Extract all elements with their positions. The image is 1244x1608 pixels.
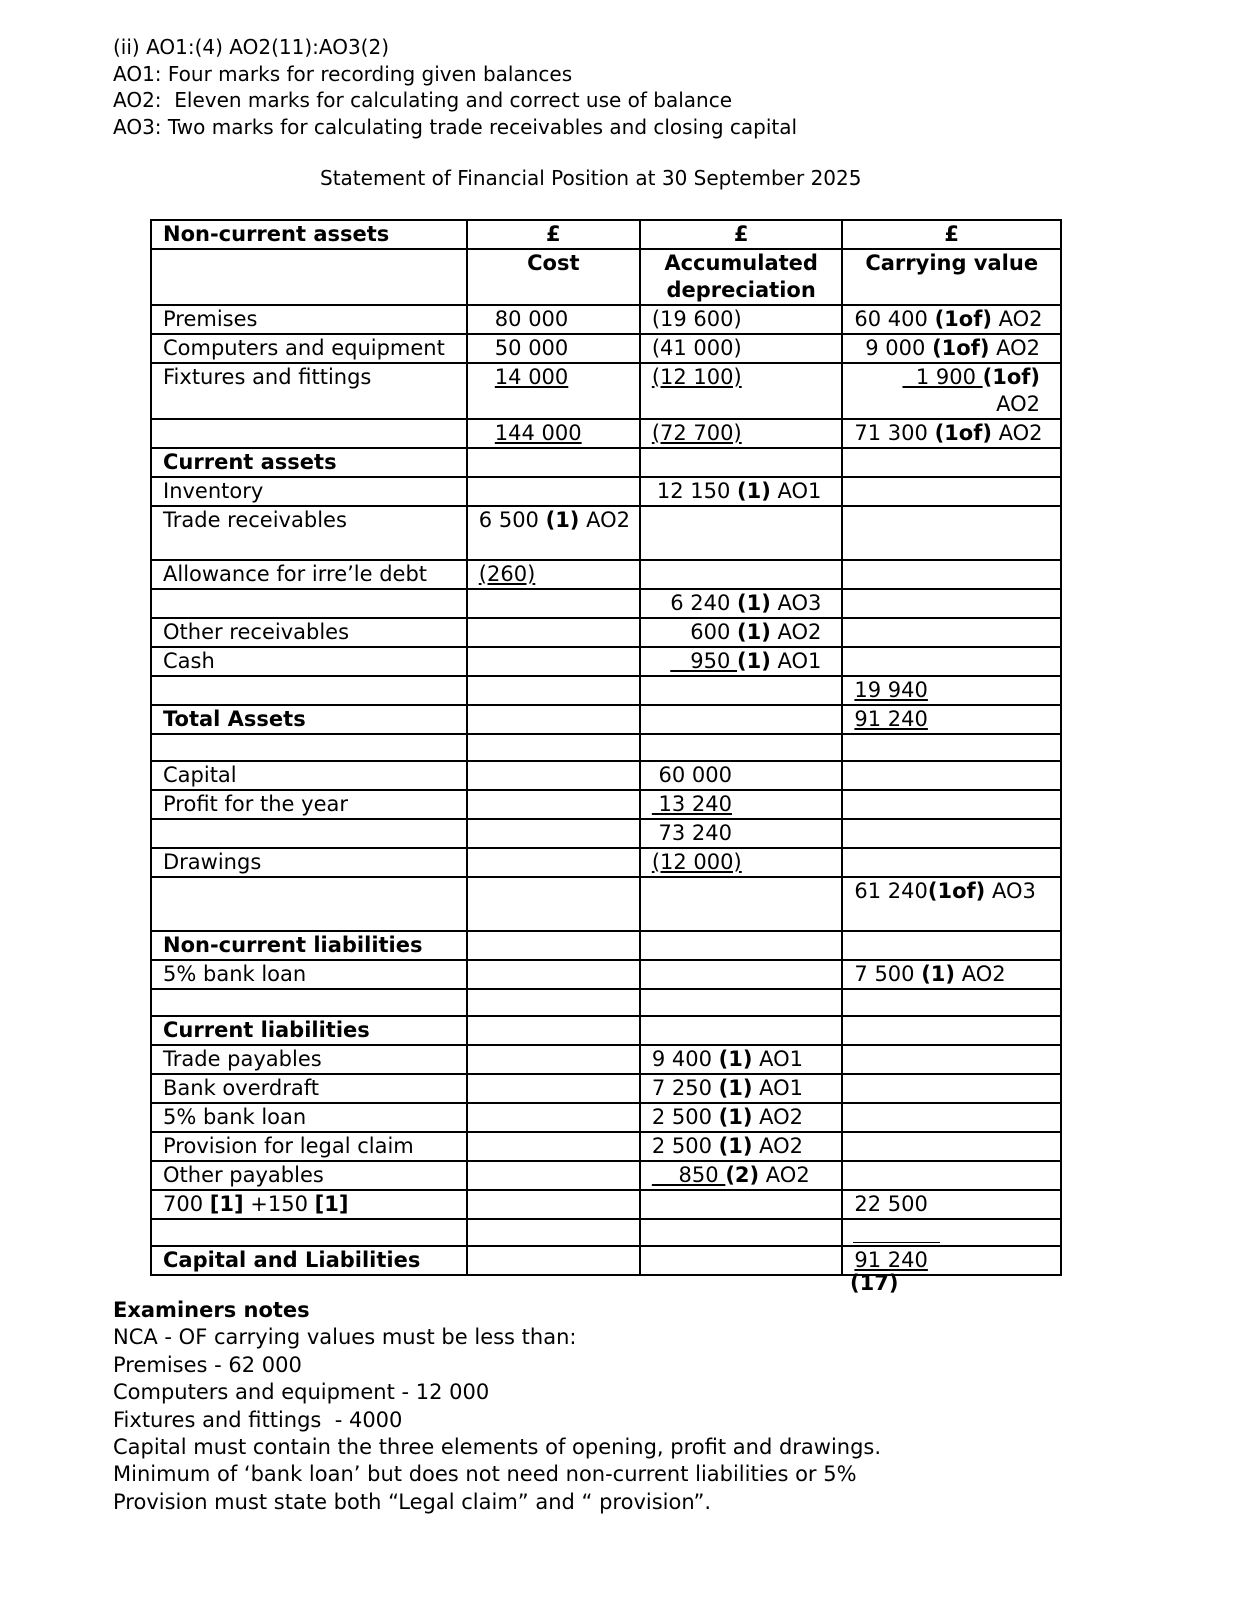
table-cell	[467, 790, 640, 819]
table-cell	[467, 363, 640, 419]
cell-text: Trade payables	[163, 1047, 322, 1071]
table-cell	[467, 1103, 640, 1132]
mark-award: Current liabilities	[163, 1018, 370, 1042]
table-cell	[467, 989, 640, 1016]
header-line: AO3: Two marks for calculating trade receivables and closing capital	[113, 114, 798, 139]
table-cell	[842, 705, 1061, 734]
header-line: AO2: Eleven marks for calculating and correct use of balance	[113, 88, 733, 112]
note-line: Capital must contain the three elements of opening, profit and drawings.	[113, 1435, 882, 1460]
cell-text: AO3	[985, 879, 1036, 903]
table-cell	[467, 560, 640, 589]
cell-text: 13 240	[651, 792, 732, 816]
table-cell	[467, 618, 640, 647]
table-cell	[842, 506, 1061, 560]
table-row	[151, 334, 1061, 363]
table-cell	[842, 1045, 1061, 1074]
table-cell	[640, 960, 843, 989]
cell-text: 7 500	[854, 962, 922, 986]
table-cell	[640, 1045, 843, 1074]
table-cell	[467, 877, 640, 931]
table-cell	[640, 506, 843, 560]
mark-award: (1)	[545, 508, 580, 532]
mark-award: (1)	[737, 620, 771, 644]
table-cell	[151, 589, 467, 618]
cell-text: 1 900	[902, 365, 983, 389]
table-cell	[151, 705, 467, 734]
table-cell	[842, 989, 1061, 1016]
cell-text: AO1	[770, 479, 822, 503]
financial-position-table	[150, 219, 1062, 1276]
cell-text: AO2	[752, 1134, 804, 1158]
table-cell	[467, 734, 640, 761]
table-cell	[640, 1132, 843, 1161]
mark-award: £	[546, 222, 561, 246]
table-cell	[467, 1074, 640, 1103]
cell-text: Trade receivables	[163, 508, 347, 532]
table-row	[151, 419, 1061, 448]
cell-text: 71 300	[854, 421, 935, 445]
table-cell	[467, 1161, 640, 1190]
cell-text: 9 400	[651, 1047, 719, 1071]
table-cell	[467, 1045, 640, 1074]
note-line: Minimum of ‘bank loan’ but does not need non-current liabilities or 5%	[113, 1462, 857, 1487]
mark-award: (1)	[718, 1047, 753, 1071]
table-cell	[151, 419, 467, 448]
table-cell	[151, 220, 467, 249]
cell-text: 61 240	[854, 879, 928, 903]
table-cell	[151, 1074, 467, 1103]
table-cell	[151, 848, 467, 877]
cell-text: 60 000	[651, 763, 732, 787]
mark-award: Accumulated depreciation	[664, 251, 818, 302]
table-cell	[842, 676, 1061, 705]
table-row	[151, 819, 1061, 848]
table-cell	[151, 647, 467, 676]
table-row	[151, 960, 1061, 989]
cell-text: 22 500	[854, 1192, 928, 1216]
note-line: Computers and equipment - 12 000	[113, 1380, 490, 1405]
cell-text: 80 000	[494, 307, 569, 331]
mark-award: Cost	[527, 251, 580, 275]
mark-award: (1of)	[932, 336, 990, 360]
table-row	[151, 1246, 1061, 1275]
table-row	[151, 877, 1061, 931]
table-row	[151, 1161, 1061, 1190]
table-cell	[151, 734, 467, 761]
table-cell	[842, 1219, 1061, 1246]
note-line: Premises - 62 000	[113, 1352, 302, 1377]
cell-text: AO2	[991, 421, 1043, 445]
mark-award: (1of)	[934, 307, 992, 331]
table-cell	[842, 647, 1061, 676]
table-row	[151, 560, 1061, 589]
table-row	[151, 1045, 1061, 1074]
table-cell	[640, 1190, 843, 1219]
table-cell	[640, 305, 843, 334]
cell-text: (12 100)	[651, 365, 742, 389]
table-cell	[151, 560, 467, 589]
total-marks: (17)	[850, 1271, 899, 1295]
cell-text: Provision for legal claim	[163, 1134, 414, 1158]
table-cell	[467, 647, 640, 676]
cell-text: 2 500	[651, 1134, 719, 1158]
table-cell	[640, 676, 843, 705]
table-row	[151, 1219, 1061, 1246]
table-cell	[842, 220, 1061, 249]
table-row	[151, 989, 1061, 1016]
table-cell	[842, 734, 1061, 761]
table-cell	[640, 249, 843, 305]
cell-text: AO2	[752, 1105, 804, 1129]
table-cell	[842, 1016, 1061, 1045]
mark-award: [1]	[314, 1192, 349, 1216]
table-cell	[467, 249, 640, 305]
cell-text: 5% bank loan	[163, 962, 307, 986]
table-row	[151, 931, 1061, 960]
cell-text: Inventory	[163, 479, 264, 503]
mark-award: Carrying value	[865, 251, 1039, 275]
table-cell	[467, 960, 640, 989]
table-cell	[467, 1132, 640, 1161]
table-cell	[151, 989, 467, 1016]
mark-award: (1)	[737, 649, 771, 673]
table-cell	[467, 676, 640, 705]
cell-text: AO2	[989, 336, 1040, 360]
header-line: AO1: Four marks for recording given balances	[113, 61, 573, 86]
cell-text: Cash	[163, 649, 215, 673]
table-row	[151, 220, 1061, 249]
table-cell	[640, 848, 843, 877]
cell-text: AO1	[770, 649, 822, 673]
table-row	[151, 790, 1061, 819]
mark-award: (1of)	[934, 421, 992, 445]
table-cell	[467, 334, 640, 363]
table-cell	[842, 1161, 1061, 1190]
table-cell	[151, 1103, 467, 1132]
table-cell	[640, 1016, 843, 1045]
table-cell	[151, 790, 467, 819]
cell-text: (19 600)	[651, 307, 742, 331]
table-cell	[842, 305, 1061, 334]
cell-text: 50 000	[494, 336, 569, 360]
table-row	[151, 305, 1061, 334]
table-cell	[842, 877, 1061, 931]
table-cell	[467, 477, 640, 506]
table-cell	[842, 761, 1061, 790]
table-cell	[151, 1045, 467, 1074]
table-cell	[842, 790, 1061, 819]
mark-award: (1)	[718, 1105, 753, 1129]
table-cell	[842, 1132, 1061, 1161]
cell-text: 6 240	[670, 591, 738, 615]
cell-text: 850	[651, 1163, 726, 1187]
table-cell	[151, 1132, 467, 1161]
cell-text: +150	[243, 1192, 315, 1216]
mark-award: (1)	[737, 591, 771, 615]
table-cell	[467, 305, 640, 334]
cell-text: Allowance for irre’le debt	[163, 562, 428, 586]
marking-scheme-header	[113, 34, 797, 140]
cell-text: 12 150	[656, 479, 738, 503]
table-cell	[842, 589, 1061, 618]
table-cell	[842, 419, 1061, 448]
mark-award: (1)	[921, 962, 956, 986]
table-cell	[640, 734, 843, 761]
table-cell	[640, 448, 843, 477]
table-cell	[842, 848, 1061, 877]
cell-text: (260)	[478, 562, 536, 586]
cell-text: Bank overdraft	[163, 1076, 319, 1100]
mark-award: (1of)	[927, 879, 986, 903]
cell-text: 14 000	[494, 365, 569, 389]
table-cell	[842, 931, 1061, 960]
table-row	[151, 477, 1061, 506]
table-cell	[640, 363, 843, 419]
table-cell	[151, 877, 467, 931]
cell-text: 7 250	[651, 1076, 719, 1100]
table-cell	[151, 334, 467, 363]
cell-text: AO2	[759, 1163, 810, 1187]
table-cell	[842, 819, 1061, 848]
header-line: (ii) AO1:(4) AO2(11):AO3(2)	[113, 35, 390, 59]
table-row	[151, 363, 1061, 419]
cell-text: AO2	[770, 620, 822, 644]
table-cell	[467, 1016, 640, 1045]
notes-heading: Examiners notes	[113, 1298, 310, 1322]
table-row	[151, 589, 1061, 618]
table-cell	[467, 220, 640, 249]
mark-award: Non-current liabilities	[163, 933, 423, 957]
mark-award: £	[733, 222, 749, 246]
table-cell	[467, 848, 640, 877]
table-cell	[467, 419, 640, 448]
table-cell	[640, 790, 843, 819]
mark-award: (2)	[725, 1163, 760, 1187]
table-row	[151, 705, 1061, 734]
table-row	[151, 1132, 1061, 1161]
mark-award: Total Assets	[163, 707, 306, 731]
cell-text: 600	[690, 620, 738, 644]
table-cell	[467, 1190, 640, 1219]
cell-text: 9 000	[865, 336, 933, 360]
cell-text: (41 000)	[651, 336, 742, 360]
table-cell	[151, 506, 467, 560]
table-cell	[640, 931, 843, 960]
mark-award: Current assets	[163, 450, 337, 474]
table-cell	[842, 334, 1061, 363]
table-cell	[151, 761, 467, 790]
table-cell	[842, 618, 1061, 647]
table-cell	[640, 705, 843, 734]
table-cell	[467, 589, 640, 618]
table-cell	[151, 1246, 467, 1275]
table-cell	[151, 960, 467, 989]
cell-text: Other payables	[163, 1163, 324, 1187]
table-cell	[467, 1246, 640, 1275]
mark-award: (1)	[718, 1134, 753, 1158]
cell-text: Profit for the year	[163, 792, 348, 816]
cell-text: AO2	[991, 307, 1043, 331]
table-cell	[640, 1074, 843, 1103]
table-cell	[842, 477, 1061, 506]
table-row	[151, 734, 1061, 761]
cell-text: AO2	[955, 962, 1006, 986]
table-cell	[640, 220, 843, 249]
cell-text: AO1	[752, 1047, 804, 1071]
table-cell	[151, 618, 467, 647]
cell-text: 6 500	[478, 508, 546, 532]
table-cell	[640, 477, 843, 506]
table-cell	[842, 249, 1061, 305]
table-cell	[151, 1219, 467, 1246]
table-cell	[640, 1219, 843, 1246]
cell-text: Other receivables	[163, 620, 350, 644]
cell-text: Drawings	[163, 850, 262, 874]
table-cell	[842, 1103, 1061, 1132]
table-cell	[151, 676, 467, 705]
table-cell	[467, 506, 640, 560]
table-cell	[842, 560, 1061, 589]
table-cell	[640, 618, 843, 647]
table-cell	[151, 448, 467, 477]
table-cell	[640, 560, 843, 589]
cell-text: 19 940	[854, 678, 928, 702]
table-cell	[151, 819, 467, 848]
mark-award: Non-current assets	[163, 222, 390, 246]
table-row	[151, 1190, 1061, 1219]
cell-text: 73 240	[651, 821, 732, 845]
mark-award: Capital and Liabilities	[163, 1248, 421, 1272]
cell-text: AO2	[989, 392, 1040, 416]
cell-text: Computers and equipment	[163, 336, 445, 360]
cell-text: (72 700)	[651, 421, 742, 445]
table-cell	[151, 1161, 467, 1190]
table-row	[151, 647, 1061, 676]
cell-text: AO3	[770, 591, 822, 615]
table-cell	[151, 1190, 467, 1219]
table-cell	[640, 647, 843, 676]
total-rule	[853, 1242, 940, 1243]
table-cell	[842, 448, 1061, 477]
table-cell	[842, 363, 1061, 419]
table-row	[151, 506, 1061, 560]
cell-text: 91 240	[854, 707, 928, 731]
cell-text: 950	[670, 649, 738, 673]
mark-award: (1)	[718, 1076, 753, 1100]
cell-text: Fixtures and fittings	[163, 365, 372, 389]
table-cell	[640, 989, 843, 1016]
table-row	[151, 448, 1061, 477]
note-line: Fixtures and fittings - 4000	[113, 1407, 403, 1432]
table-cell	[151, 363, 467, 419]
cell-text: Capital	[163, 763, 237, 787]
table-cell	[640, 819, 843, 848]
statement-title: Statement of Financial Position at 30 September 2025	[320, 166, 862, 190]
cell-text: 91 240	[854, 1248, 928, 1272]
cell-text: Premises	[163, 307, 258, 331]
table-cell	[151, 1016, 467, 1045]
cell-text: AO1	[752, 1076, 804, 1100]
table-cell	[467, 761, 640, 790]
table-cell	[640, 334, 843, 363]
note-line: NCA - OF carrying values must be less than:	[113, 1325, 577, 1350]
table-row	[151, 1103, 1061, 1132]
table-cell	[640, 1161, 843, 1190]
table-row	[151, 249, 1061, 305]
table-cell	[151, 305, 467, 334]
table-row	[151, 1074, 1061, 1103]
table-cell	[467, 931, 640, 960]
mark-award: [1]	[209, 1192, 244, 1216]
table-cell	[842, 1190, 1061, 1219]
table-cell	[151, 477, 467, 506]
table-cell	[640, 761, 843, 790]
mark-award: £	[944, 222, 960, 246]
table-cell	[640, 877, 843, 931]
note-line: Provision must state both “Legal claim” and “ provision”.	[113, 1489, 712, 1514]
table-cell	[842, 1074, 1061, 1103]
table-cell	[640, 1246, 843, 1275]
cell-text: 2 500	[651, 1105, 719, 1129]
table-cell	[467, 1219, 640, 1246]
table-cell	[467, 448, 640, 477]
table-row	[151, 761, 1061, 790]
cell-text: 60 400	[854, 307, 935, 331]
table-cell	[467, 819, 640, 848]
mark-award: (1of)	[982, 365, 1040, 389]
cell-text: 700	[163, 1192, 210, 1216]
table-row	[151, 676, 1061, 705]
table-cell	[842, 960, 1061, 989]
cell-text: 144 000	[494, 421, 582, 445]
table-row	[151, 1016, 1061, 1045]
cell-text: AO2	[579, 508, 630, 532]
table-cell	[640, 589, 843, 618]
examiners-notes	[113, 1297, 881, 1516]
table-cell	[151, 931, 467, 960]
table-cell	[640, 1103, 843, 1132]
cell-text: 5% bank loan	[163, 1105, 307, 1129]
table-row	[151, 848, 1061, 877]
table-cell	[467, 705, 640, 734]
cell-text: (12 000)	[651, 850, 742, 874]
table-cell	[151, 249, 467, 305]
table-row	[151, 618, 1061, 647]
table-cell	[640, 419, 843, 448]
mark-award: (1)	[737, 479, 771, 503]
